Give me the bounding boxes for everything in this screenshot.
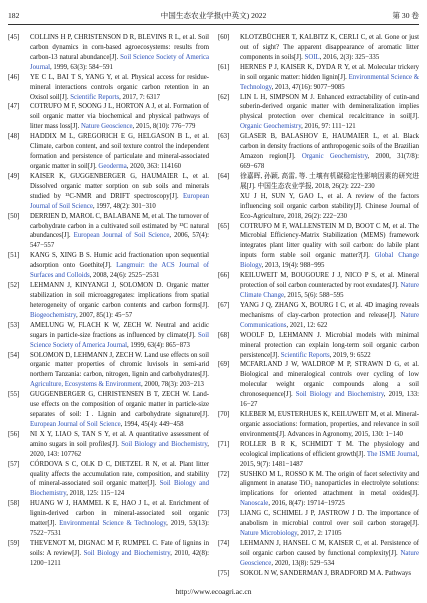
reference-text (30, 499, 209, 539)
reference-number: [47] (8, 103, 20, 111)
reference-number: [71] (218, 440, 230, 448)
reference-item (8, 281, 209, 321)
reference-text-segment: KEILUWEIT M, BOUGOURE J J, NICO P S, et al. Mineral protection of soil carbon counteracted by root exudates[J]. (240, 272, 419, 290)
reference-text-segment: CÓRDOVA S C, OLK D C, DIETZEL R N, et al. Plant litter quality affects the accumulation rate, composition, and stability of mineral-associated soil organic matter[J]. (30, 460, 209, 488)
reference-item (218, 172, 419, 222)
reference-text-segment: GLASER B, BALASHOV E, HAUMAIER L, et al. Black carbon in density fractions of anthropogenic soils of the Brazilian Amazon region[J]. (240, 133, 419, 161)
reference-number: [52] (8, 282, 20, 290)
reference-text-segment: , 2015, 5(6): 588−595 (283, 291, 344, 299)
reference-text-segment: , 2016, 8(47): 19714−19725 (268, 500, 345, 508)
reference-number: [56] (8, 430, 20, 438)
reference-item (218, 301, 419, 331)
reference-text-segment: , 2016, 2(3): 325−335 (319, 53, 380, 61)
reference-text-segment: , 2015, 8(10): 776−779 (132, 123, 196, 131)
reference-number: [66] (218, 272, 230, 280)
reference-item (8, 499, 209, 539)
volume-label: 第 30 卷 (392, 11, 419, 20)
reference-text-segment: , 2020, 143: 107762 (30, 440, 209, 458)
reference-item (8, 351, 209, 391)
reference-text-segment: , 2007, 85(1): 45−57 (76, 311, 133, 319)
journal-link[interactable]: Soil Biology and Biochemistry (30, 480, 209, 498)
reference-number: [53] (8, 321, 20, 329)
reference-number: [72] (218, 470, 230, 478)
journal-link[interactable]: Organic Geochemistry (240, 123, 302, 131)
reference-text-segment: KANG S, XING B S. Humic acid fractionation upon sequential adsorption onto Goethite[J]. (30, 252, 209, 270)
reference-text-segment: LEHMANN J, KINYANGI J, SOLOMON D. Organic matter stabilization in soil microaggregates: implications from spatial heterogeneity of organic carbon contents and carbon forms[J]. (30, 282, 209, 309)
reference-text (240, 222, 419, 272)
reference-text-segment: , 2020, 13(8): 529−534 (271, 559, 335, 567)
reference-text-segment: , 2016, 97: 111−121 (301, 123, 356, 131)
footer-url: http://www.ecoagri.ac.cn (175, 587, 252, 596)
reference-number: [46] (8, 73, 20, 81)
reference-text-segment: , 2013, 19(4): 988−995 (261, 262, 325, 270)
journal-title: 中国生态农业学报(中英文) 2022 (160, 11, 267, 20)
journal-link[interactable]: Environmental Science & Technology (240, 73, 419, 91)
reference-text (240, 271, 419, 301)
journal-link[interactable]: European Journal of Soil Science (73, 232, 170, 240)
reference-text-segment: KAISER K, GUGGENBERGER G, HAUMAIER L, et al. Dissolved organic matter sorption on sub soils and minerals studied by ¹³C-NMR and DRIFT spectroscopy[J]. (30, 172, 209, 200)
journal-link[interactable]: Nature Climate Change (240, 282, 419, 299)
reference-text-segment: , 1999, 63(3): 584−591 (50, 63, 113, 71)
reference-text (30, 460, 209, 500)
reference-text-segment: , 2000, 31(7/8): 669−678 (240, 153, 419, 170)
reference-item (8, 102, 209, 132)
reference-text-segment: , 2019, 9: 6522 (329, 351, 371, 359)
reference-number: [74] (218, 540, 230, 548)
reference-item (218, 331, 419, 361)
reference-number: [58] (8, 500, 20, 508)
reference-text-segment: SOKOL N W, SANDERMAN J, BRADFORD M A. Pathways (240, 569, 412, 577)
reference-text-segment: COTRUFO M F, SOONG J L, HORTON A J, et al. Formation of soil organic matter via biochemical and physical pathways of litter mass loss[J]. (30, 103, 209, 131)
reference-item (218, 63, 419, 93)
reference-text-segment: WOOLF D, LEHMANN J. Microbial models with minimal mineral protection can explain long-term soil organic carbon persistence[J]. (240, 331, 419, 359)
reference-text-segment: , 2000, 78(3): 203−213 (141, 381, 204, 389)
reference-item (8, 430, 209, 460)
reference-text-segment: , 2008, 24(6): 2525−2531 (89, 272, 160, 280)
journal-link[interactable]: Global Change Biology (240, 252, 419, 270)
journal-link[interactable]: Soil Biology and Biochemistry (295, 391, 384, 399)
reference-number: [62] (218, 93, 230, 101)
reference-text (240, 33, 419, 63)
reference-text-segment: COTRUFO M F, WALLENSTEIN M D, BOOT C M, et al. The Microbial Efficiency-Matrix Stabilization (MEMS) framework integrates plant litter quality with soil carbon: do labile plant inputs form stable soil organic matter?[J]. (240, 222, 419, 260)
reference-text-segment: SUSHKO M L, ROSSO K M. The origin of facet selectivity and alignment in anatase TiO₂ nanoparticles in electrolyte solutions: implications for oriented attachment in metal oxides[J]. (240, 470, 419, 498)
reference-number: [75] (218, 569, 230, 577)
reference-item (218, 132, 419, 172)
reference-text (240, 440, 419, 470)
reference-number: [57] (8, 460, 20, 468)
reference-text-segment: HERNES P J, KAISER K, DYDA R Y, et al. Molecular trickery in soil organic matter: hidden lignin[J]. (240, 63, 419, 81)
reference-text (30, 430, 209, 460)
reference-number: [67] (218, 301, 230, 309)
reference-text (30, 539, 209, 569)
journal-link[interactable]: Nature Geoscience (240, 549, 419, 567)
reference-text-segment: LIN L H, SIMPSON M J. Enhanced extractability of cutin-and suberin-derived organic matter with demineralization implies physical protection over chemical recalcitrance in soil[J]. (240, 93, 419, 121)
reference-number: [73] (218, 510, 230, 518)
reference-text (30, 351, 209, 391)
journal-link[interactable]: Biogeochemistry (30, 311, 76, 319)
reference-text-segment: , 2017, 2: 17105 (297, 530, 342, 538)
reference-item (8, 172, 209, 212)
reference-text-segment: DERRIEN D, MAROL C, BALABANE M, et al. The turnover of carbohydrate carbon in a cultivated soil estimated by ¹³C natural abundances[J]. (30, 212, 209, 240)
journal-link[interactable]: Soil Biology and Biochemistry (83, 549, 171, 557)
reference-text-segment: LEHMANN J, HANSEL C M, KAISER C, et al. Persistence of soil organic carbon caused by functional complexity[J]. (240, 540, 419, 557)
reference-item (8, 539, 209, 569)
reference-text-segment: YANG J Q, ZHANG X, BOURG I C, et al. 4D imaging reveals mechanisms of clay-carbon protection and release[J]. (240, 301, 419, 319)
reference-number: [60] (218, 34, 230, 41)
reference-text-segment: , 1999, 63(4): 865−873 (127, 341, 190, 349)
reference-item (8, 251, 209, 281)
reference-text-segment: MCFARLAND J W, WALDROP M P, STRAWN D G, et al. Biological and mineralogical controls over cycling of low molecular weight organic compounds along a soil chronosequence[J]. (240, 361, 419, 399)
reference-text (30, 251, 209, 281)
reference-text-segment: KLEBER M, EUSTERHUES K, KEILUWEIT M, et al. Mineral-organic associations: formation, properties, and relevance in soil environments[J]. Advances in Agronomy, 2015, 130: 1−140 (240, 411, 419, 438)
reference-text (30, 281, 209, 321)
reference-number: [51] (8, 252, 20, 260)
reference-list (8, 33, 419, 582)
journal-link[interactable]: Nature Microbiology (240, 530, 298, 538)
reference-text (30, 321, 209, 351)
reference-item (8, 390, 209, 430)
reference-text-segment: HUANG W J, HAMMEL K E, HAO J L, et al. Enrichment of lignin-derived carbon in mineral-associated soil organic matter[J]. (30, 500, 209, 528)
reference-text (240, 410, 419, 440)
reference-item (8, 73, 209, 103)
reference-column-right (218, 33, 419, 582)
reference-text-segment: , 2015, 9(7): 1481−1487 (240, 450, 419, 468)
reference-text (30, 73, 209, 103)
page-number: 182 (8, 11, 20, 20)
reference-text-segment: AMELUNG W, FLACH K W, ZECH W. Neutral and acidic sugars in particle-size fractions as influenced by climate[J]. (30, 321, 209, 339)
page-header (8, 6, 419, 25)
reference-number: [55] (8, 391, 20, 399)
journal-link[interactable]: Soil Science Society of America Journal (30, 331, 209, 349)
reference-text (240, 539, 419, 569)
journal-link[interactable]: European Journal of Soil Science (30, 192, 209, 210)
reference-text-segment: THEVENOT M, DIGNAC M F, RUMPEL C. Fate of lignins in soils: A review[J]. (30, 540, 209, 557)
reference-number: [54] (8, 351, 20, 359)
reference-item (8, 33, 209, 73)
journal-link[interactable]: Nature Communications (240, 311, 419, 329)
reference-text-segment: , 2006, 57(4): 547−557 (30, 232, 209, 250)
reference-item (8, 132, 209, 172)
journal-link[interactable]: Soil Science Society of America Journal (30, 53, 209, 71)
reference-number: [48] (8, 133, 20, 141)
reference-item (218, 93, 419, 133)
reference-item (218, 271, 419, 301)
reference-text-segment: , 2019, 53(13): 7522−7531 (30, 520, 209, 538)
reference-text (240, 569, 419, 579)
reference-text-segment: , 2018, 125: 115−124 (66, 490, 125, 498)
journal-link[interactable]: European Journal of Soil Science (30, 420, 121, 428)
journal-link[interactable]: Environmental Science & Technology (59, 520, 167, 528)
reference-text-segment: SOLOMON D, LEHMANN J, ZECH W. Land use effects on soil organic matter properties of chromic luvisols in semi-arid northern Tanzania: carbon, nitrogen, lignin and carbohydrates[J]. (30, 351, 209, 379)
reference-item (218, 509, 419, 539)
reference-number: [68] (218, 331, 230, 339)
reference-number: [61] (218, 63, 230, 71)
journal-link[interactable]: Soil Biology and Biochemistry (121, 440, 208, 448)
journal-link[interactable]: Geoderma (98, 162, 127, 170)
reference-item (218, 360, 419, 410)
reference-text-segment: YE C L, BAI T S, YANG Y, et al. Physical access for residue-mineral interactions controls organic carbon retention in an Oxisol soil[J]. (30, 73, 209, 101)
reference-item (8, 460, 209, 500)
journal-link[interactable]: The ISME Journal (366, 450, 418, 458)
reference-item (218, 539, 419, 569)
reference-text-segment: , 2013, 47(16): 9077−9085 (271, 83, 345, 91)
journal-link[interactable]: SOIL (304, 53, 320, 61)
reference-number: [70] (218, 411, 230, 419)
reference-text-segment: XU J H, SUN Y, GAO L, et al. A review of the factors influencing soil organic carbon stability[J]. Chinese Journal of Eco-Agriculture, 2018, 26(2): 222−230 (240, 192, 419, 220)
reference-text (240, 301, 419, 331)
reference-number: [49] (8, 172, 20, 180)
reference-text-segment: , 2017, 7: 6317 (119, 93, 161, 101)
reference-number: [65] (218, 222, 230, 230)
reference-text (30, 132, 209, 172)
reference-text-segment: KLOTZBÜCHER T, KALBITZ K, CERLI C, et al. Gone or just out of sight? The apparent disappearance of aromatic litter components in soils[J]. (240, 34, 419, 61)
reference-column-left (8, 33, 209, 582)
reference-text-segment: COLLINS H P, CHRISTENSON D R, BLEVINS R L, et al. Soil carbon dynamics in corn-based agroecosystems: results from carbon-13 natural abundance[J]. (30, 34, 209, 61)
reference-text (240, 93, 419, 133)
reference-text-segment: , 2020, 363: 114160 (126, 162, 182, 170)
reference-item (8, 321, 209, 351)
reference-number: [50] (8, 212, 20, 220)
reference-item (218, 33, 419, 63)
reference-text (240, 63, 419, 93)
reference-text (30, 172, 209, 212)
reference-text (240, 132, 419, 172)
reference-text-segment: , 1994, 45(4): 449−458 (120, 420, 184, 428)
reference-text-segment: 徐嘉晖, 孙颖, 高雷, 等. 土壤有机碳稳定性影响因素的研究进展[J]. 中国生态农业学报, 2018, 26(2): 222−230 (240, 172, 419, 190)
journal-link[interactable]: Agriculture, Ecosystems & Environment (30, 381, 141, 389)
reference-text (30, 390, 209, 430)
journal-link[interactable]: Nanoscale (240, 500, 269, 508)
reference-number: [64] (218, 172, 230, 180)
journal-link[interactable]: Nature Geoscience (80, 123, 133, 131)
reference-text-segment: , 1997, 48(2): 301−310 (92, 202, 156, 210)
reference-text-segment: GUGGENBERGER G, CHRISTENSEN B T, ZECH W. Land-use effects on the composition of organic matter in particle-size separates of soil: Ⅰ. Lignin and carbohydrate signature[J]. (30, 391, 209, 419)
reference-number: [59] (8, 540, 20, 548)
reference-item (218, 410, 419, 440)
reference-item (218, 440, 419, 470)
journal-link[interactable]: Scientific Reports (280, 351, 330, 359)
reference-text (30, 102, 209, 132)
reference-text (240, 509, 419, 539)
reference-number: [63] (218, 133, 230, 141)
reference-item (218, 470, 419, 510)
reference-text-segment: , 2019, 133: 16−27 (240, 391, 419, 409)
reference-text-segment: , 2021, 12: 622 (286, 321, 328, 329)
reference-text-segment: ROLLER B R K, SCHMIDT T M. The physiology and ecological implications of efficient growth[J]. (240, 440, 419, 458)
reference-text (240, 172, 419, 222)
journal-link[interactable]: Langmuir: the ACS Journal of Surfaces and Colloids (30, 262, 209, 280)
reference-text (30, 212, 209, 252)
reference-text (30, 33, 209, 73)
reference-text-segment: LIANG C, SCHIMEL J P, JASTROW J D. The importance of anabolism in microbial control over soil carbon storage[J]. (240, 510, 419, 528)
reference-item (218, 222, 419, 272)
reference-text-segment: HADDIX M L, GREGORICH E G, HELGASON B L, et al. Climate, carbon content, and soil texture control the independent formation and persistence of particulate and mineral-associated organic matter in soil[J]. (30, 133, 209, 170)
reference-number: [45] (8, 34, 20, 41)
reference-text (240, 331, 419, 361)
reference-text-segment: NI X Y, LIAO S, TAN S Y, et al. A quantitative assessment of amino sugars in soil profiles[J]. (30, 430, 209, 448)
reference-text (240, 360, 419, 410)
journal-link[interactable]: Scientific Reports (70, 93, 120, 101)
reference-item (8, 212, 209, 252)
reference-text-segment: , 2010, 42(8): 1200−1211 (30, 549, 209, 567)
reference-item (218, 569, 419, 579)
journal-link[interactable]: Organic Geochemistry (301, 153, 368, 161)
reference-number: [69] (218, 361, 230, 369)
reference-text (240, 470, 419, 510)
